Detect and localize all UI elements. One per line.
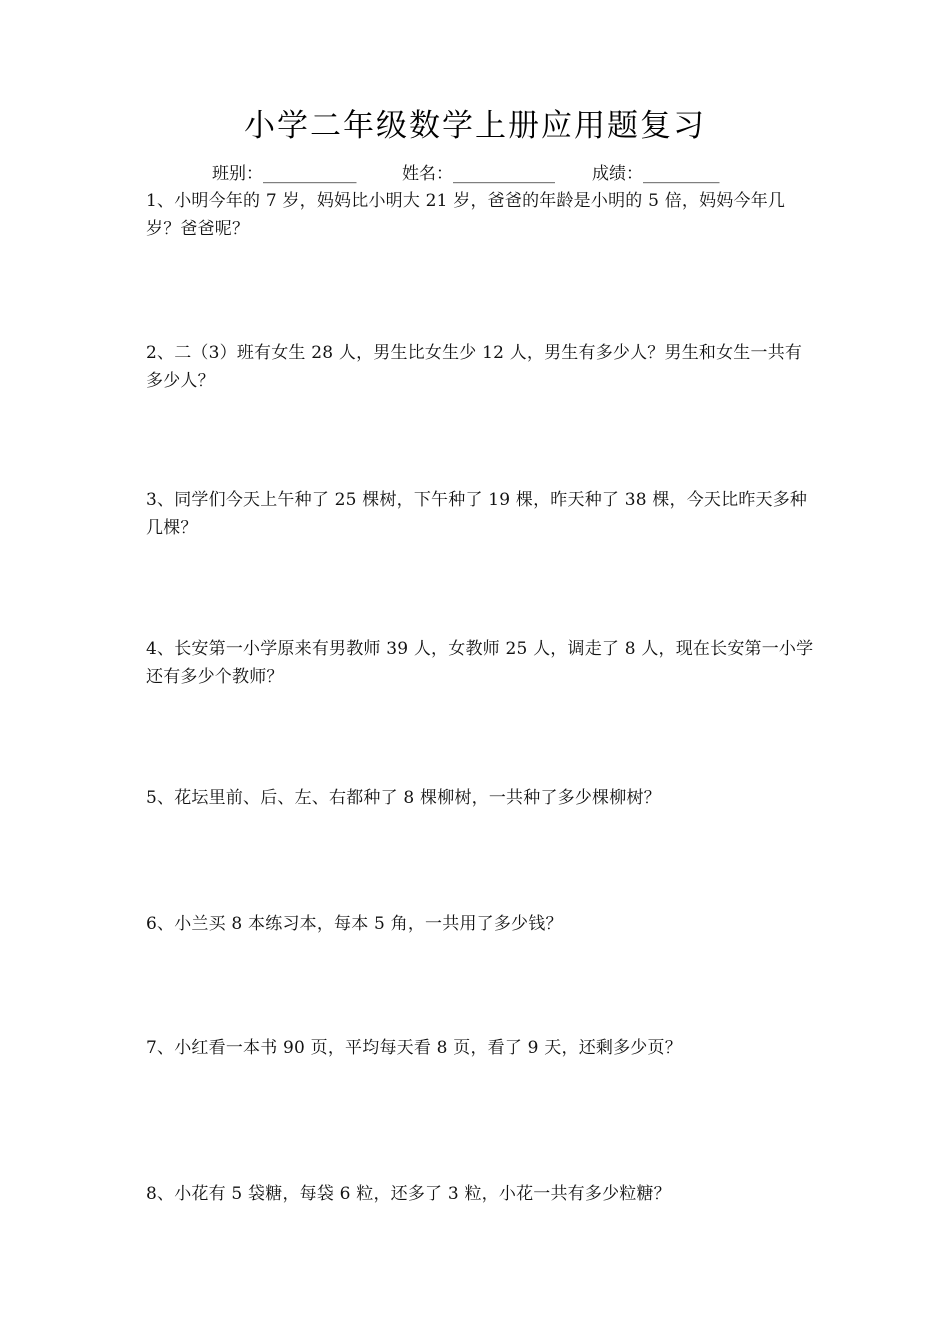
question-3: 3、同学们今天上午种了 25 棵树，下午种了 19 棵，昨天种了 38 棵，今天比昨天多种几棵？ — [146, 490, 808, 538]
question-5: 5、花坛里前、后、左、右都种了 8 棵柳树，一共种了多少棵柳树？ — [146, 788, 661, 808]
question-7: 7、小红看一本书 90 页，平均每天看 8 页，看了 9 天，还剩多少页？ — [146, 1038, 682, 1058]
student-info-fields — [212, 160, 772, 188]
name-field: 姓名：____________ — [402, 164, 555, 184]
question-4: 4、长安第一小学原来有男教师 39 人，女教师 25 人，调走了 8 人，现在长安第一小学还有多少个教师？ — [146, 639, 814, 687]
score-field: 成绩：_________ — [592, 164, 720, 184]
class-field: 班别：___________ — [212, 164, 357, 184]
question-1: 1、小明今年的 7 岁，妈妈比小明大 21 岁，爸爸的年龄是小明的 5 倍，妈妈今年几岁？爸爸呢？ — [146, 191, 786, 239]
question-8: 8、小花有 5 袋糖，每袋 6 粒，还多了 3 粒，小花一共有多少粒糖？ — [146, 1184, 671, 1204]
question-6: 6、小兰买 8 本练习本，每本 5 角，一共用了多少钱？ — [146, 914, 563, 934]
page-title: 小学二年级数学上册应用题复习 — [244, 108, 706, 144]
question-2: 2、二（3）班有女生 28 人，男生比女生少 12 人，男生有多少人？男生和女生一共有多少人？ — [146, 343, 803, 391]
